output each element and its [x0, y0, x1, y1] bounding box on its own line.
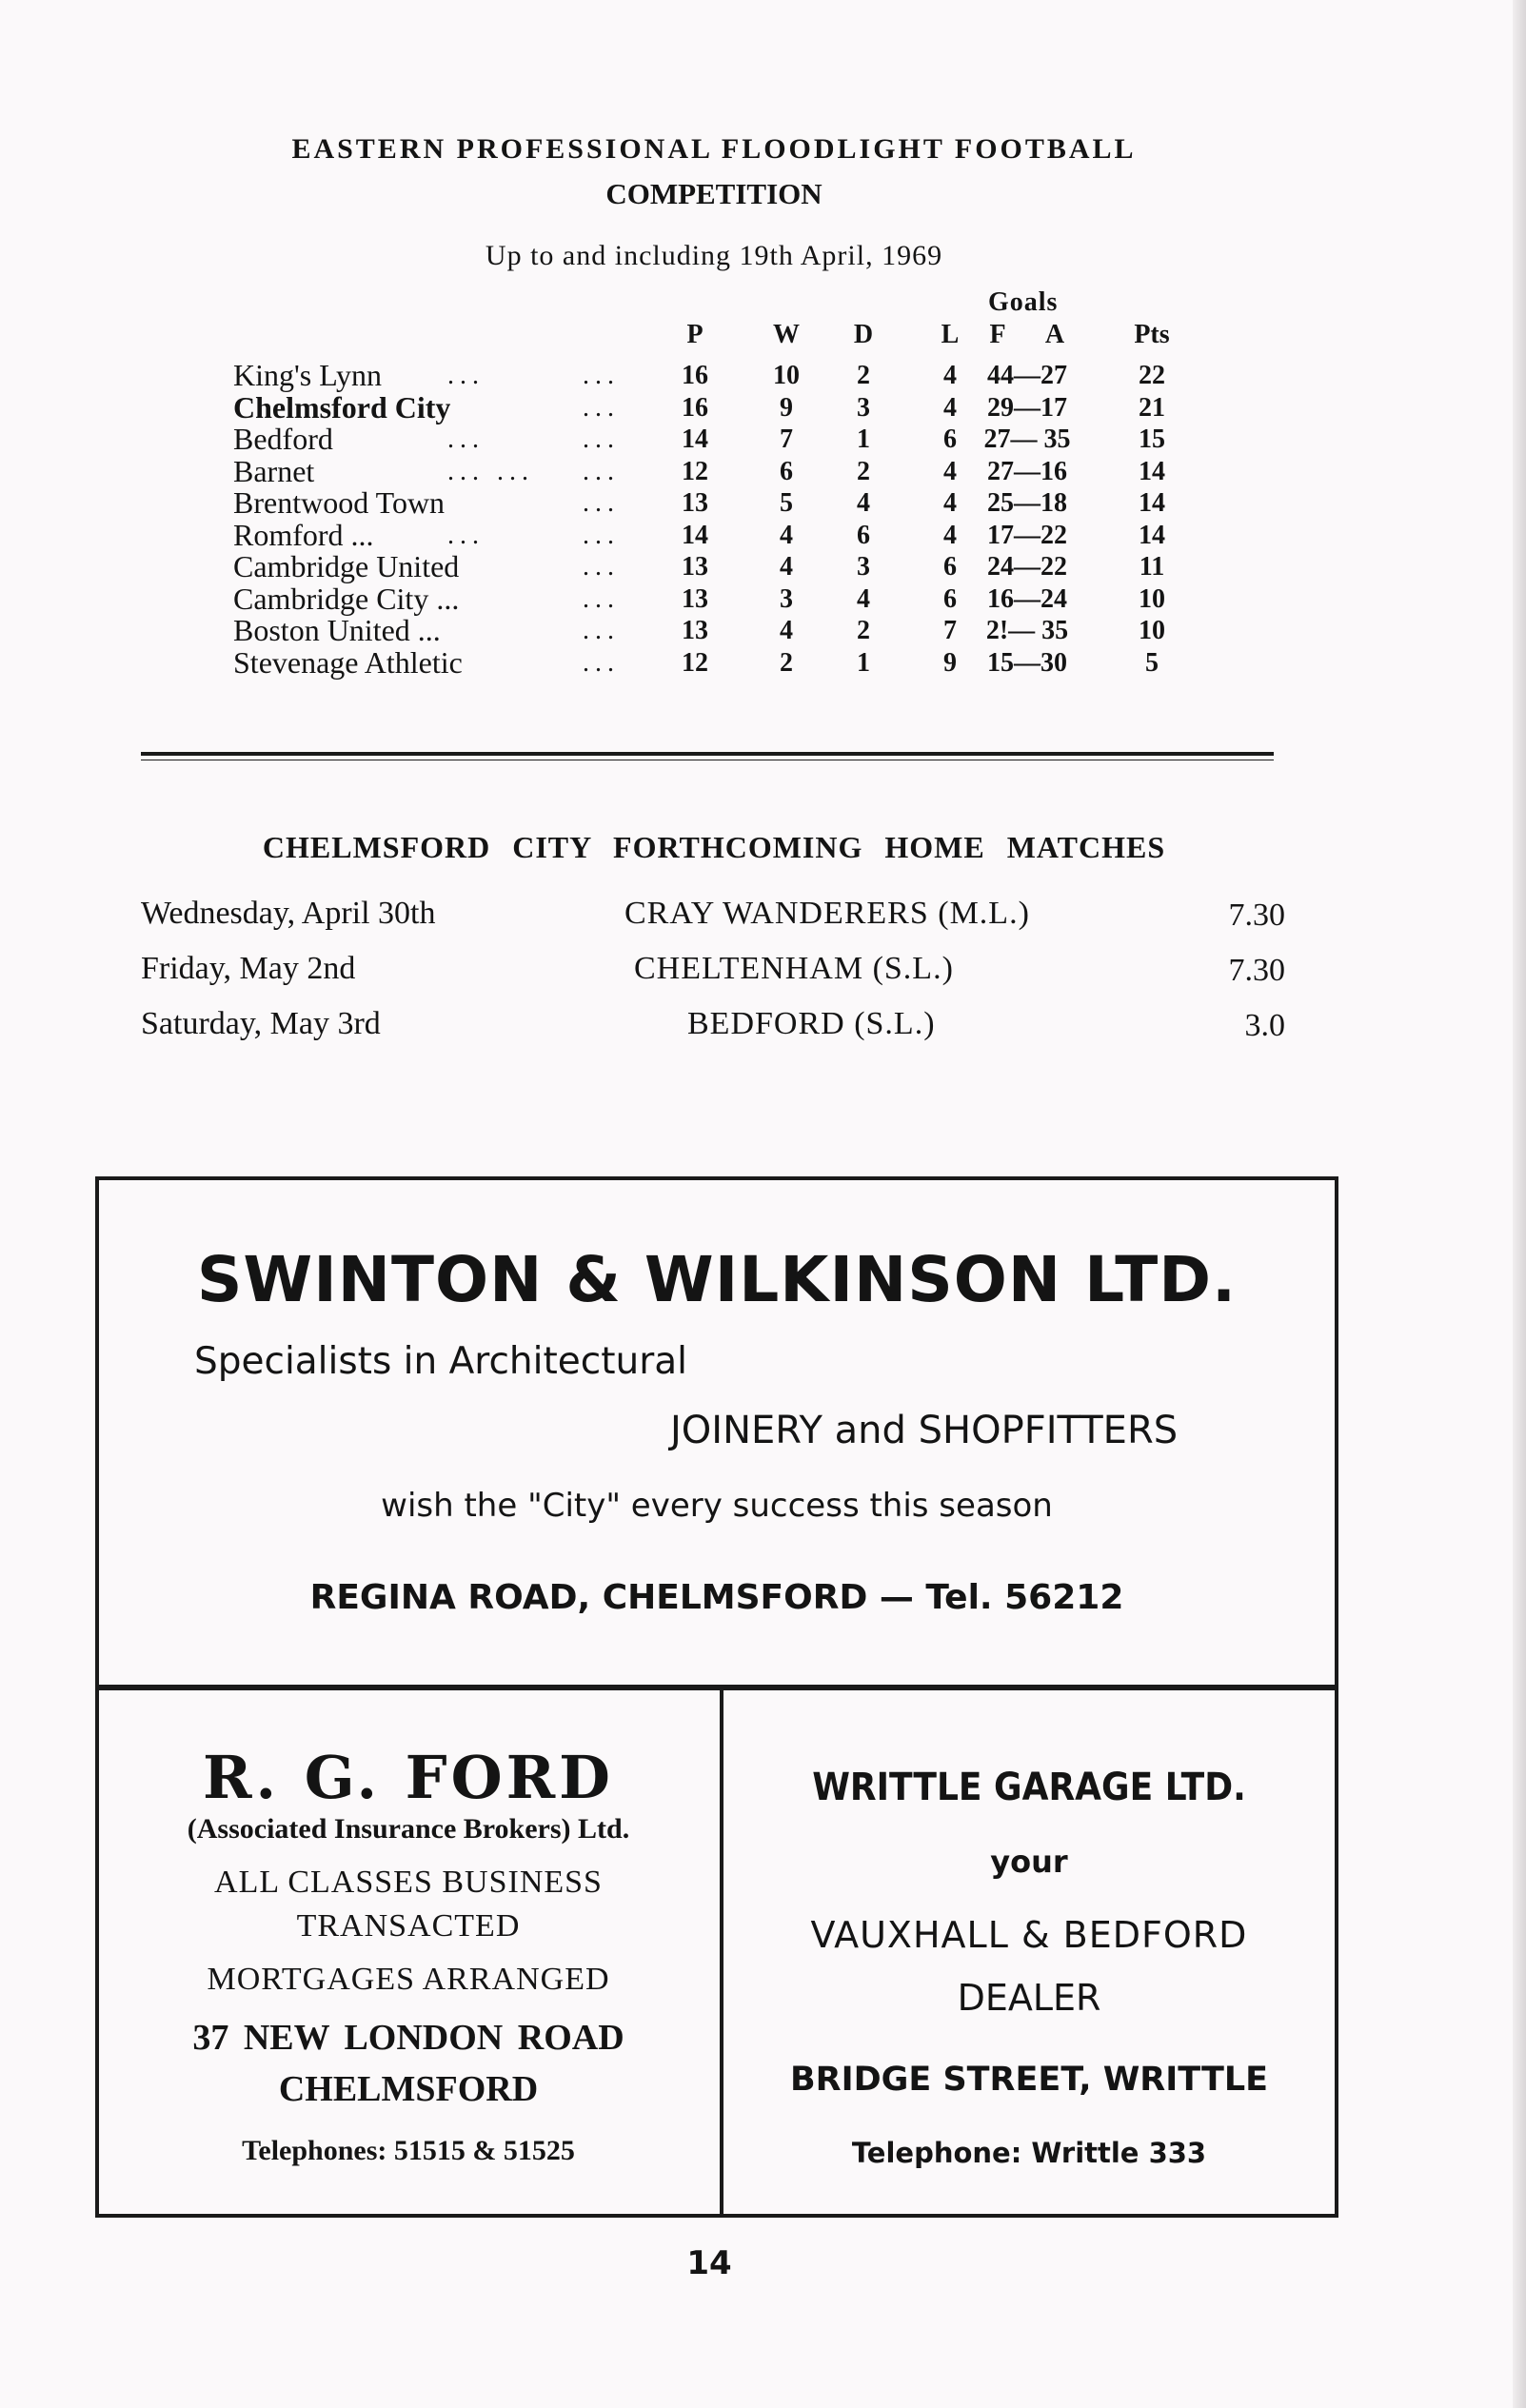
fixture-time: 7.30 [1228, 898, 1285, 933]
table-row [0, 517, 1526, 552]
table-row [0, 583, 1526, 615]
team-name: Barnet [233, 453, 315, 488]
ad-ford-address2: CHELMSFORD [278, 2069, 539, 2109]
cell-w: 7 [780, 424, 793, 454]
cell-p: 12 [682, 647, 708, 678]
ad-swinton-line3: wish the "City" every success this season [381, 1487, 1053, 1525]
cell-d: 6 [857, 520, 870, 550]
fixture-date: Wednesday, April 30th [141, 896, 436, 931]
cell-pts: 14 [1139, 488, 1165, 518]
row-dots: ... [583, 488, 620, 518]
cell-d: 1 [857, 424, 870, 454]
cell-p: 12 [682, 456, 708, 486]
cell-pts: 14 [1139, 520, 1165, 550]
ad-swinton-line1: Specialists in Architectural [194, 1340, 687, 1383]
cell-p: 16 [682, 392, 708, 423]
cell-p: 13 [682, 583, 708, 614]
row-dots: ... [583, 552, 620, 582]
row-dots: ... [583, 456, 620, 486]
cell-p: 13 [682, 488, 708, 518]
league-table [0, 286, 1526, 685]
ad-ford-line2: TRANSACTED [296, 1908, 521, 1944]
table-row [0, 644, 1526, 680]
cell-goals: 44—27 [987, 361, 1067, 390]
cell-d: 2 [857, 616, 870, 645]
ad-writtle-line2: VAUXHALL & BEDFORD [810, 1914, 1248, 1956]
cell-p: 14 [682, 424, 708, 454]
team-name: Stevenage Athletic [233, 644, 463, 680]
team-name: Romford ... [233, 517, 374, 552]
team-name: King's Lynn [233, 358, 382, 392]
cell-goals: 16—24 [987, 583, 1067, 614]
team-name: Bedford [233, 422, 333, 456]
row-dots: ... [583, 424, 620, 454]
cell-pts: 5 [1145, 647, 1159, 678]
cell-l: 4 [943, 392, 957, 423]
fixture-opponent: BEDFORD (S.L.) [687, 1006, 936, 1041]
row-dots: ... [583, 361, 620, 390]
cell-p: 13 [682, 552, 708, 582]
cell-p: 13 [682, 616, 708, 645]
ad-swinton-line2: JOINERY and SHOPFITTERS [670, 1409, 1179, 1452]
cell-w: 3 [780, 583, 793, 614]
team-leader-dots: ... [447, 361, 485, 390]
cell-pts: 15 [1139, 424, 1165, 454]
cell-d: 2 [857, 361, 870, 390]
cell-w: 4 [780, 552, 793, 582]
col-header-f: F [989, 320, 1006, 349]
ad-writtle-address: BRIDGE STREET, WRITTLE [789, 2061, 1269, 2099]
table-row [0, 389, 1526, 424]
ad-writtle-phone: Telephone: Writtle 333 [851, 2137, 1207, 2169]
cell-d: 2 [857, 456, 870, 486]
team-name: Cambridge United [233, 549, 460, 583]
row-dots: ... [583, 647, 620, 678]
cell-goals: 24—22 [987, 552, 1067, 582]
ad-ford-phone: Telephones: 51515 & 51525 [242, 2135, 575, 2166]
row-dots: ... [583, 520, 620, 550]
ad-swinton-address: REGINA ROAD, CHELMSFORD — Tel. 56212 [309, 1578, 1124, 1617]
table-row [0, 360, 1526, 391]
cell-d: 3 [857, 552, 870, 582]
cell-d: 4 [857, 488, 870, 518]
col-header-a: A [1044, 320, 1065, 349]
page-number: 14 [686, 2244, 732, 2282]
ad-lower-box [95, 1685, 1338, 2218]
cell-w: 2 [780, 647, 793, 678]
cell-pts: 10 [1139, 616, 1165, 645]
cell-goals: 27— 35 [983, 424, 1071, 454]
cell-p: 14 [682, 520, 708, 550]
cell-pts: 22 [1139, 361, 1165, 390]
col-header-l: L [941, 320, 960, 349]
cell-l: 4 [943, 520, 957, 550]
ad-ford-line1: ALL CLASSES BUSINESS [214, 1865, 603, 1900]
cell-l: 9 [943, 647, 957, 678]
cell-goals: 15—30 [987, 647, 1067, 678]
fixture-date: Saturday, May 3rd [141, 1006, 381, 1041]
ad-ford-address1: 37 NEW LONDON ROAD [192, 2018, 624, 2058]
col-header-p: P [686, 320, 704, 349]
section-divider [141, 752, 1274, 756]
table-row [0, 487, 1526, 519]
cell-w: 5 [780, 488, 793, 518]
team-leader-dots: ... [447, 424, 485, 454]
team-name: Boston United ... [233, 613, 441, 647]
ad-swinton-wilkinson [95, 1176, 1338, 1690]
cell-l: 4 [943, 361, 957, 390]
ad-swinton-name: SWINTON & WILKINSON LTD. [196, 1243, 1238, 1316]
cell-w: 10 [773, 361, 800, 390]
cell-goals: 17—22 [987, 520, 1067, 550]
cell-goals: 29—17 [987, 392, 1067, 423]
cell-l: 7 [943, 616, 957, 645]
cell-pts: 21 [1139, 392, 1165, 423]
goals-header: Goals [988, 287, 1059, 317]
cell-w: 9 [780, 392, 793, 423]
cell-pts: 14 [1139, 456, 1165, 486]
cell-w: 6 [780, 456, 793, 486]
fixture-opponent: CRAY WANDERERS (M.L.) [624, 896, 1030, 931]
ad-ford-name: R. G. FORD [203, 1743, 614, 1812]
table-date-subtitle: Up to and including 19th April, 1969 [485, 240, 943, 271]
team-leader-dots: ... [447, 520, 485, 550]
team-name: Cambridge City ... [233, 581, 460, 616]
row-dots: ... [583, 616, 620, 645]
competition-title: EASTERN PROFESSIONAL FLOODLIGHT FOOTBALL [291, 133, 1137, 165]
cell-goals: 25—18 [987, 488, 1067, 518]
table-row [0, 615, 1526, 646]
ad-writtle-line1: your [990, 1844, 1068, 1880]
fixtures-heading: CHELMSFORD CITY FORTHCOMING HOME MATCHES [262, 830, 1166, 864]
ad-rg-ford [99, 1689, 718, 2214]
cell-d: 1 [857, 647, 870, 678]
team-leader-dots: ... ... [447, 456, 534, 486]
cell-pts: 10 [1139, 583, 1165, 614]
fixture-time: 7.30 [1228, 953, 1285, 988]
col-header-w: W [773, 320, 800, 349]
competition-title-line2: COMPETITION [605, 177, 822, 210]
cell-w: 4 [780, 520, 793, 550]
cell-l: 6 [943, 583, 957, 614]
table-row [0, 551, 1526, 582]
cell-l: 6 [943, 424, 957, 454]
ad-ford-subtitle: (Associated Insurance Brokers) Ltd. [187, 1813, 630, 1845]
cell-goals: 27—16 [987, 456, 1067, 486]
cell-d: 3 [857, 392, 870, 423]
ad-ford-line3: MORTGAGES ARRANGED [207, 1962, 610, 1997]
ad-writtle-line3: DEALER [957, 1977, 1101, 2019]
cell-l: 4 [943, 488, 957, 518]
cell-w: 4 [780, 616, 793, 645]
cell-p: 16 [682, 361, 708, 390]
col-header-d: D [853, 320, 874, 349]
row-dots: ... [583, 583, 620, 614]
ad-writtle-garage [723, 1689, 1335, 2214]
fixture-time: 3.0 [1244, 1008, 1285, 1043]
col-header-pts: Pts [1134, 320, 1170, 349]
ad-writtle-name: WRITTLE GARAGE LTD. [812, 1766, 1246, 1809]
cell-pts: 11 [1139, 552, 1165, 582]
team-name: Brentwood Town [233, 485, 446, 520]
table-row [0, 424, 1526, 455]
team-name: Chelmsford City [233, 389, 451, 424]
row-dots: ... [583, 392, 620, 423]
cell-l: 6 [943, 552, 957, 582]
table-row [0, 453, 1526, 488]
fixture-date: Friday, May 2nd [141, 951, 356, 986]
cell-l: 4 [943, 456, 957, 486]
cell-d: 4 [857, 583, 870, 614]
cell-goals: 2!— 35 [985, 616, 1069, 645]
fixture-opponent: CHELTENHAM (S.L.) [634, 951, 954, 986]
